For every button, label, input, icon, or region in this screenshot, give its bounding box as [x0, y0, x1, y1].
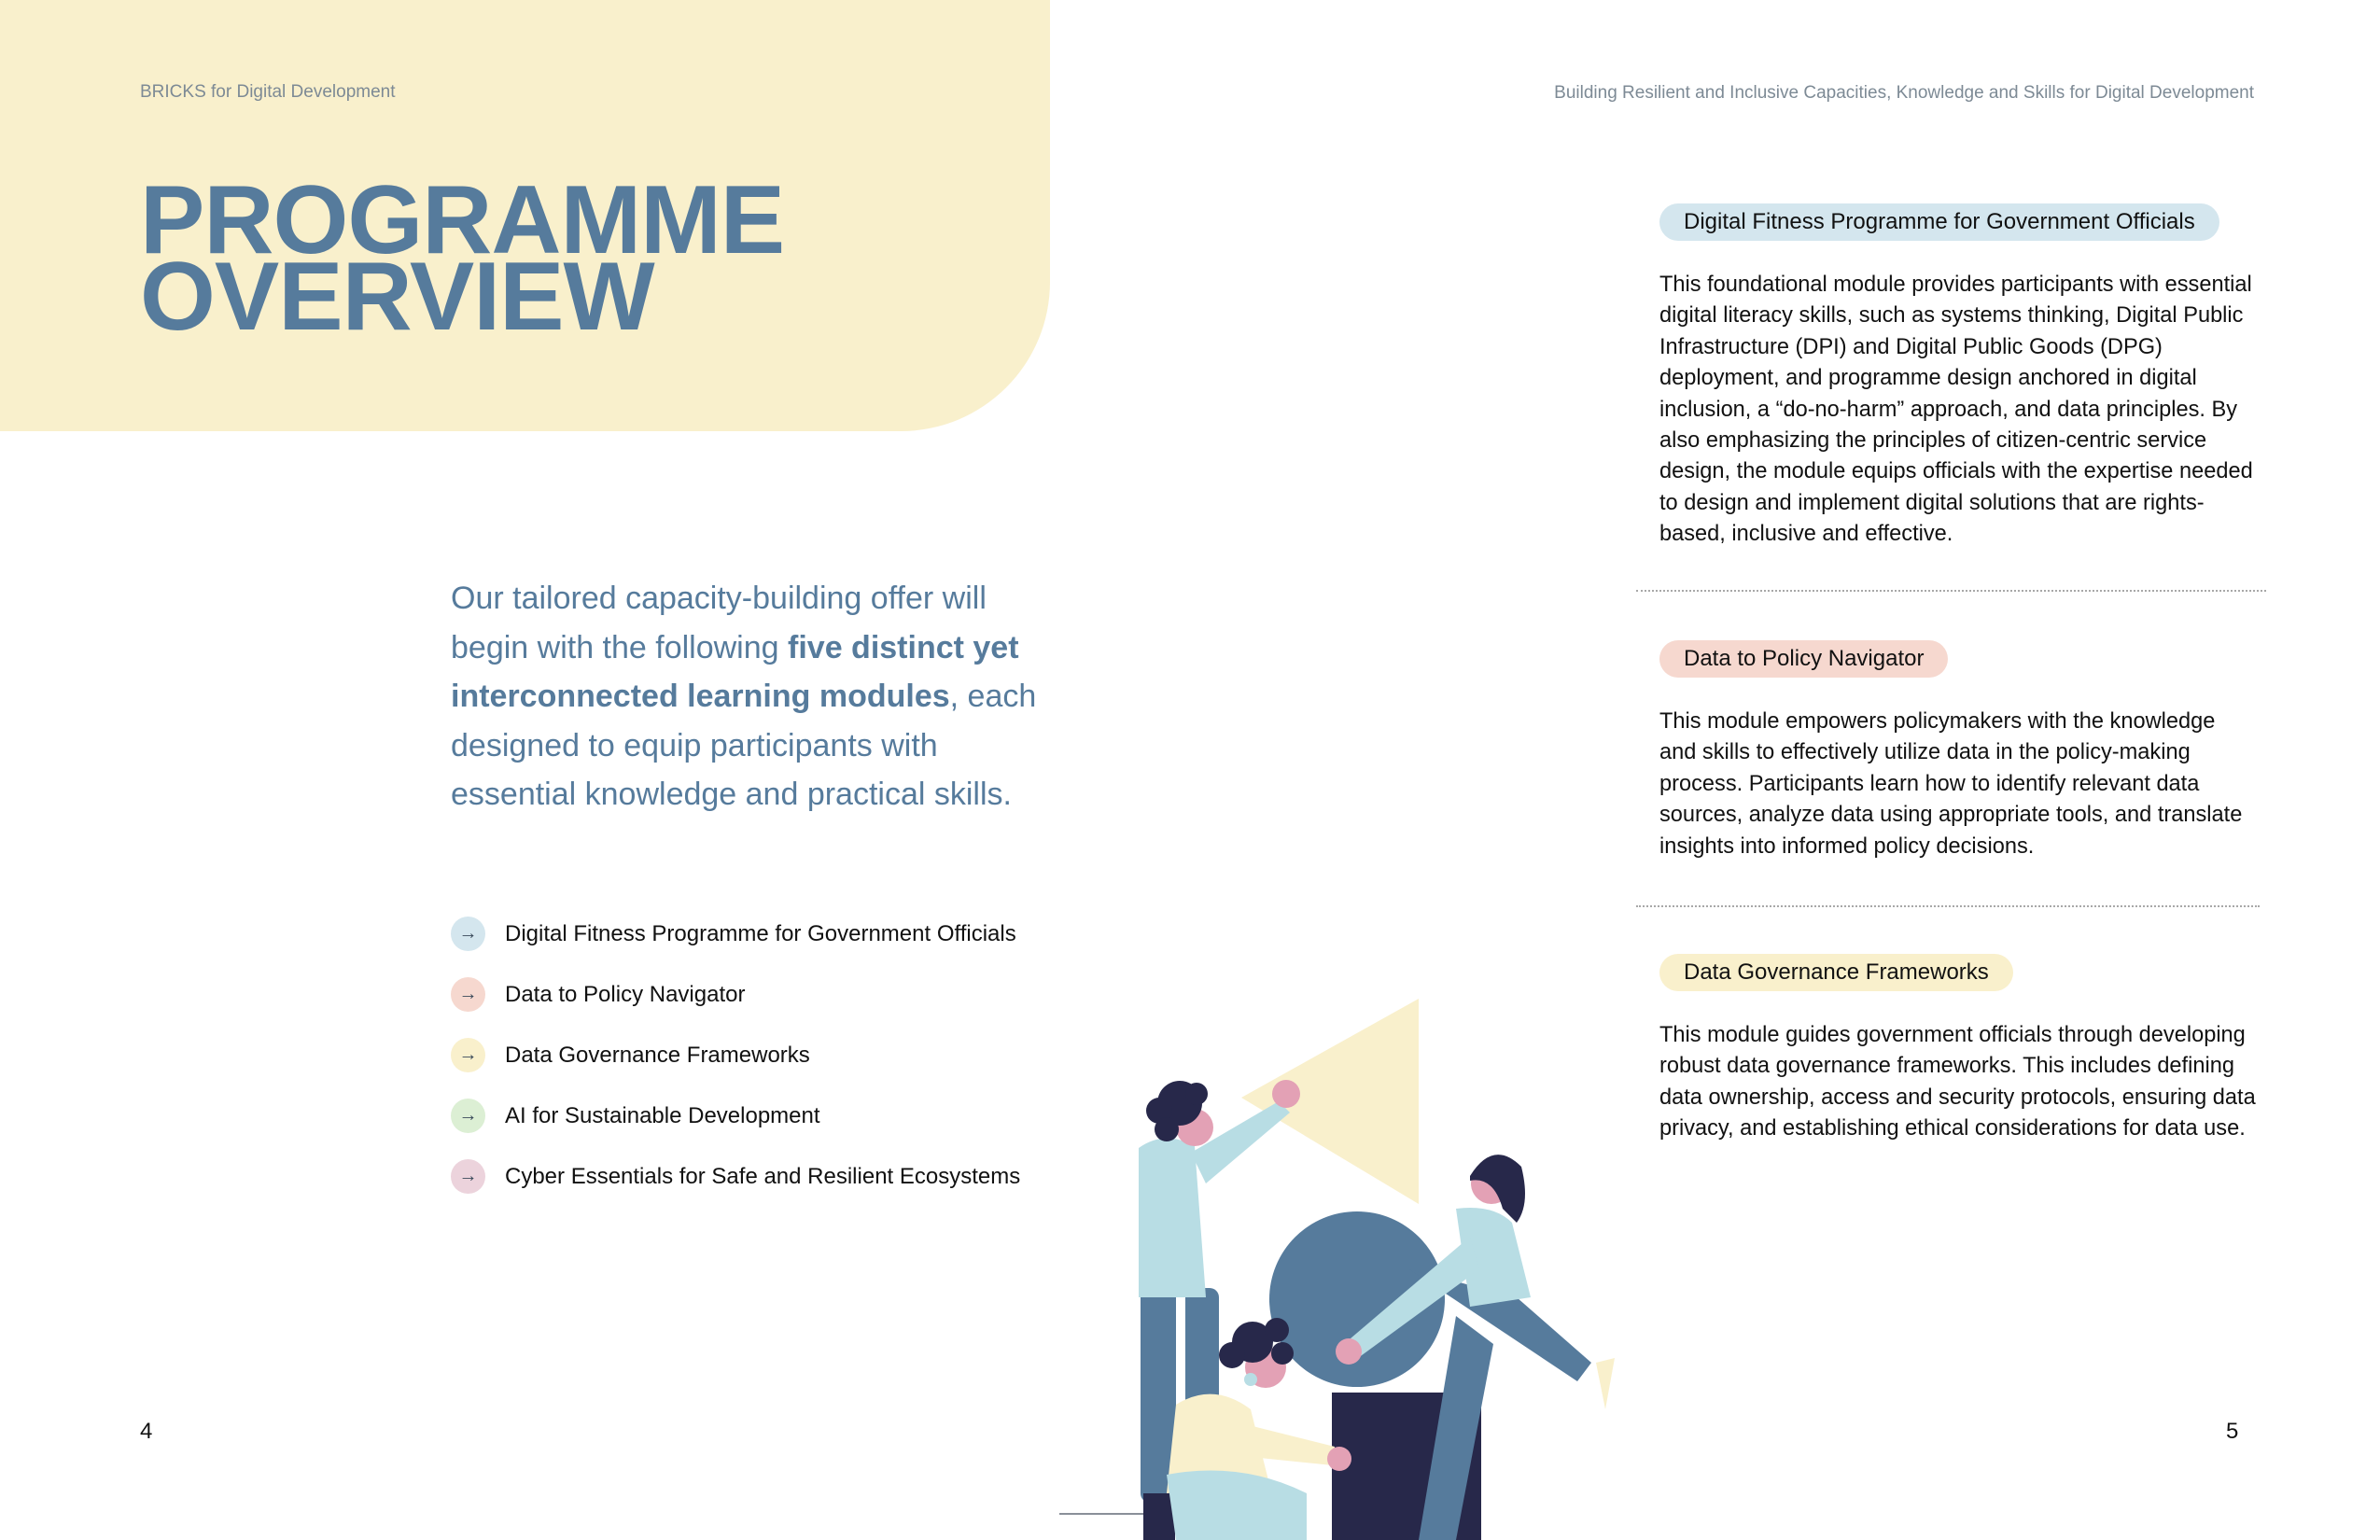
- intro-text-1: Our tailored capacity-building offer will begin with the following: [451, 581, 987, 665]
- intro-paragraph: [451, 574, 1067, 819]
- module-list-label: Data to Policy Navigator: [505, 981, 746, 1007]
- yellow-triangle: [1241, 999, 1419, 1204]
- module-title-pill: Digital Fitness Programme for Government Officials: [1659, 203, 2219, 241]
- module-divider: [1636, 905, 2260, 907]
- left-running-title: BRICKS for Digital Development: [140, 82, 396, 102]
- module-list: [451, 903, 1067, 1207]
- module-list-item: [451, 1025, 1067, 1085]
- module-list-label: Cyber Essentials for Safe and Resilient Ecosystems: [505, 1163, 1021, 1189]
- arrow-right-icon: →: [451, 1159, 485, 1194]
- module-divider: [1636, 590, 2266, 592]
- intro-bold-text: five distinct yet interconnected learning modules: [451, 629, 1019, 714]
- arrow-right-icon: →: [451, 1099, 485, 1133]
- module-list-label: Data Governance Frameworks: [505, 1042, 810, 1068]
- module-title-pill: Data to Policy Navigator: [1659, 640, 1948, 678]
- teamwork-illustration: [1055, 989, 1727, 1540]
- page-number-right: 5: [2226, 1419, 2239, 1444]
- module-list-item: [451, 1146, 1067, 1207]
- page-number-left: 4: [140, 1419, 153, 1444]
- module-card-3: [1659, 954, 2257, 1145]
- module-title-pill: Data Governance Frameworks: [1659, 954, 2013, 991]
- module-list-item: [451, 903, 1067, 964]
- module-list-label: Digital Fitness Programme for Government Officials: [505, 920, 1016, 946]
- right-running-title: Building Resilient and Inclusive Capacities, Knowledge and Skills for Digital Development: [1554, 83, 2254, 103]
- arrow-right-icon: →: [451, 917, 485, 951]
- module-list-item: [451, 964, 1067, 1025]
- module-description: This module empowers policymakers with the knowledge and skills to effectively utilize data in the policy-making process. Participants learn how to identify relevant data sources, analyze data using appropriate tools, and translate insights into informed policy decisions.: [1659, 709, 2243, 859]
- page-title-line-2: OVERVIEW: [140, 243, 654, 351]
- page-title-line-1: PROGRAMME: [140, 166, 785, 274]
- module-description: This module guides government officials through developing robust data governance frameworks. This includes defining data ownership, access and security protocols, ensuring data privacy, and establishing ethical considerations for data use.: [1659, 1023, 2256, 1141]
- module-list-item: [451, 1085, 1067, 1146]
- arrow-right-icon: →: [451, 1038, 485, 1072]
- module-card-2: [1659, 640, 2257, 862]
- module-list-label: AI for Sustainable Development: [505, 1102, 820, 1128]
- page-title: [140, 166, 785, 351]
- arrow-right-icon: →: [451, 977, 485, 1012]
- module-description: This foundational module provides participants with essential digital literacy skills, such as systems thinking, Digital Public Infrastructure (DPI) and Digital Public Goods (DPG) deployment, and programme design anchored in digital inclusion, a “do-no-harm” approach, and data principles. By also emphasizing the principles of citizen-centric service design, the module equips officials with the expertise needed to design and implement digital solutions that are rights-based, inclusive and effective.: [1659, 273, 2253, 547]
- intro-text-2: , each designed to equip participants with essential knowledge and practical skills.: [451, 679, 1037, 812]
- module-card-1: [1659, 203, 2257, 551]
